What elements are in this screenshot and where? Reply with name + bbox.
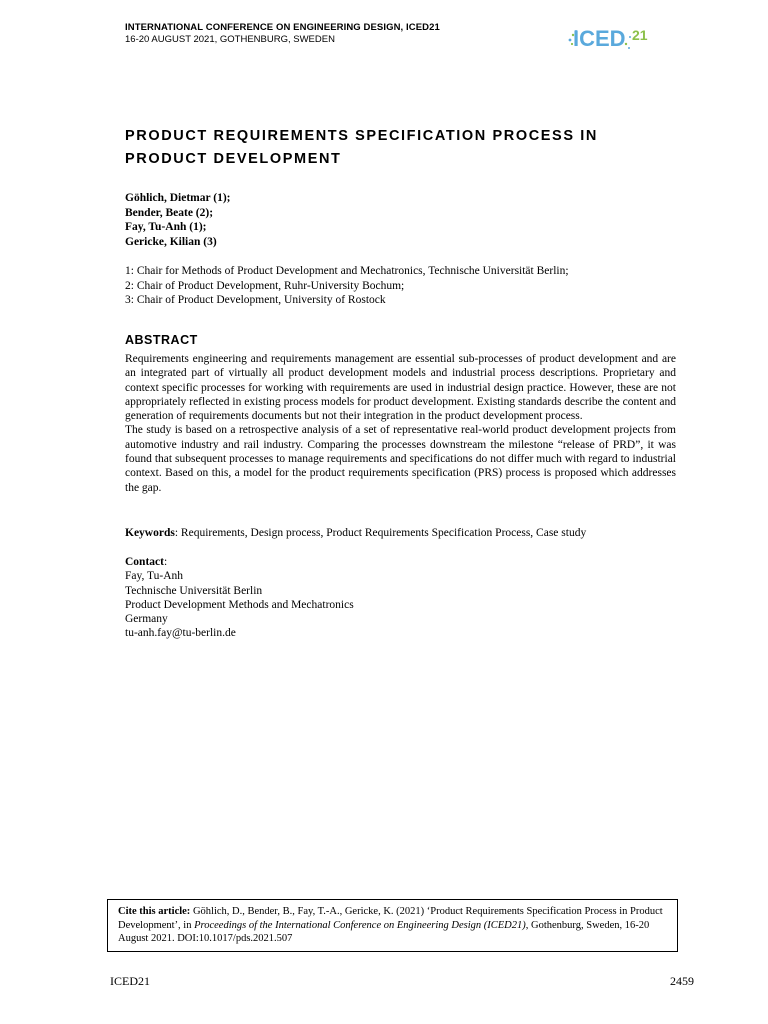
contact-institution: Technische Universität Berlin bbox=[125, 584, 263, 597]
author-list bbox=[125, 191, 231, 249]
conference-date-place: 16-20 AUGUST 2021, GOTHENBURG, SWEDEN bbox=[125, 34, 335, 45]
affiliation-list bbox=[125, 264, 569, 308]
contact-block bbox=[125, 555, 354, 641]
contact-label: Contact bbox=[125, 556, 164, 568]
contact-colon: : bbox=[163, 556, 168, 568]
author: Göhlich, Dietmar (1); bbox=[125, 192, 231, 204]
affiliation: 3: Chair of Product Development, University of Rostock bbox=[125, 294, 386, 306]
logo-wordmark: ICED bbox=[573, 26, 626, 50]
iced21-logo bbox=[568, 24, 658, 50]
abstract-paragraph: Requirements engineering and requirements management are essential sub-processes of product development and are an integrated part of virtually all product development models and industrial process descriptions. Proprietary and context specific processes for working with requirements are used in industrial design practice. However, these are not appropriately reflected in existing process models for product development. Existing standards describe the content and generation of requirements documents but not their integration in the product development process. bbox=[125, 353, 676, 423]
title-line: PRODUCT REQUIREMENTS SPECIFICATION PROCESS IN bbox=[125, 128, 598, 144]
affiliation: 2: Chair of Product Development, Ruhr-University Bochum; bbox=[125, 279, 405, 292]
abstract-paragraph: The study is based on a retrospective analysis of a set of representative real-world product development projects from automotive industry and rail industry. Comparing the processes downstream the milestone “release of PRD”, it was found that subsequent processes to manage requirements and specifications do not differ much with regard to industrial context. Based on this, a model for the product requirements specification (PRS) process is proposed which addresses the gap. bbox=[125, 424, 676, 494]
author: Gericke, Kilian (3) bbox=[125, 235, 217, 248]
author: Fay, Tu-Anh (1); bbox=[125, 221, 207, 233]
page-number: 2459 bbox=[670, 974, 694, 988]
keywords bbox=[125, 526, 685, 541]
abstract-heading: ABSTRACT bbox=[125, 333, 198, 347]
citation-box bbox=[107, 899, 678, 952]
citation-label: Cite this article: bbox=[118, 906, 191, 917]
affiliation: 1: Chair for Methods of Product Development and Mechatronics, Technische Universität Berlin; bbox=[125, 265, 569, 277]
keywords-text: : Requirements, Design process, Product Requirements Specification Process, Case study bbox=[174, 527, 587, 539]
conference-header bbox=[125, 22, 440, 46]
citation-text: Göhlich, D., Bender, B., Fay, T.-A., Gericke, K. (2021) ‘Product Requirements Specification Process in Product Development’, in bbox=[118, 906, 663, 931]
contact-country: Germany bbox=[125, 613, 168, 626]
citation-proceedings: Proceedings of the International Conference on Engineering Design (ICED21) bbox=[194, 919, 526, 931]
contact-department: Product Development Methods and Mechatronics bbox=[125, 598, 354, 611]
logo-year: 21 bbox=[632, 27, 648, 43]
citation-text-end: , Gothenburg, Sweden, 16-20 August 2021. DOI:10.1017/pds.2021.507 bbox=[118, 919, 650, 944]
footer-conference: ICED21 bbox=[110, 974, 150, 988]
title-line: PRODUCT DEVELOPMENT bbox=[125, 151, 342, 167]
author: Bender, Beate (2); bbox=[125, 206, 214, 219]
paper-title bbox=[125, 125, 685, 171]
abstract-body bbox=[125, 352, 676, 495]
contact-email[interactable]: tu-anh.fay@tu-berlin.de bbox=[125, 627, 236, 640]
keywords-label: Keywords bbox=[125, 527, 175, 539]
conference-name: INTERNATIONAL CONFERENCE ON ENGINEERING DESIGN, ICED21 bbox=[125, 22, 440, 33]
contact-name: Fay, Tu-Anh bbox=[125, 570, 184, 583]
